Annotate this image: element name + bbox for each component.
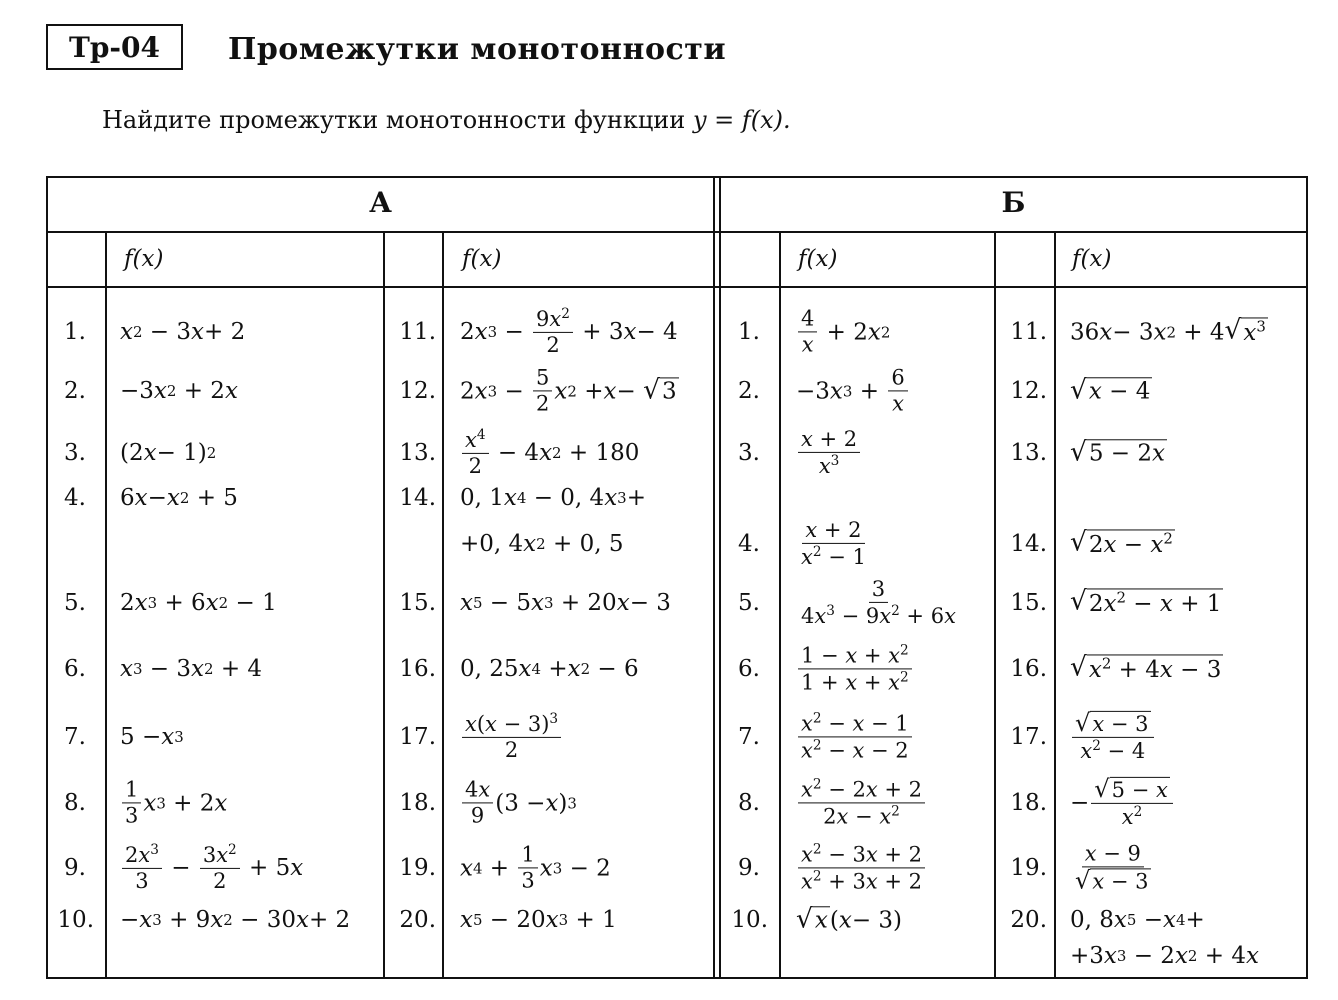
row-number: 10. bbox=[731, 907, 768, 933]
formula: 6 x − x 2 + 5 bbox=[120, 485, 238, 511]
row-number: 6. bbox=[64, 656, 86, 682]
row-number: 12. bbox=[1010, 378, 1047, 404]
row-number: 13. bbox=[1010, 440, 1047, 466]
row-number: 17. bbox=[399, 724, 436, 750]
formula: √ x − 3 $x^2 - 4$ bbox=[1070, 711, 1156, 763]
row-number: 16. bbox=[399, 656, 436, 682]
formula: √ x − 4 bbox=[1070, 374, 1151, 406]
column-header: f(x) bbox=[1072, 246, 1112, 272]
section-a-header: А bbox=[369, 186, 392, 219]
column-header: f(x) bbox=[124, 246, 164, 272]
row-number: 4. bbox=[738, 531, 760, 557]
formula: √ 5 − 2x bbox=[1070, 436, 1166, 468]
row-number: 11. bbox=[399, 319, 436, 345]
formula: −3 x 3 + 6 x bbox=[796, 366, 910, 415]
formula: −3 x 2 + 2 x bbox=[120, 378, 238, 404]
formula: x + 2 $x^2 - 1$ bbox=[801, 517, 866, 569]
row-number: 18. bbox=[1010, 790, 1047, 816]
row-number: 4. bbox=[64, 485, 86, 511]
formula: $1 - x + x^2$ $1 + x + x^2$ bbox=[796, 643, 914, 694]
row-number: 8. bbox=[738, 790, 760, 816]
formula: 5 − x 3 bbox=[120, 724, 184, 750]
formula: x − 9 √ x − 3 bbox=[1075, 841, 1149, 895]
row-number: 3. bbox=[64, 440, 86, 466]
formula: x 5 − 5 x 3 + 20 x − 3 bbox=[460, 590, 671, 616]
formula: 2 x 3 + 6 x 2 − 1 bbox=[120, 590, 277, 616]
row-number: 5. bbox=[738, 590, 760, 616]
formula: $x^4$ 2 − 4 x 2 + 180 bbox=[460, 428, 639, 478]
row-number: 14. bbox=[399, 485, 436, 511]
formula: $x^2 - 3x + 2$ $x^2 + 3x + 2$ bbox=[796, 842, 927, 893]
column-header: f(x) bbox=[462, 246, 502, 272]
row-number: 20. bbox=[1010, 907, 1047, 933]
row-number: 2. bbox=[64, 378, 86, 404]
formula: 4 x + 2 x 2 bbox=[796, 307, 890, 356]
row-number: 8. bbox=[64, 790, 86, 816]
formula: +3 x 3 − 2 x 2 + 4 x bbox=[1070, 943, 1259, 969]
row-number: 14. bbox=[1010, 531, 1047, 557]
row-number: 13. bbox=[399, 440, 436, 466]
formula: 3 $4x^3 - 9x^2 + 6x$ bbox=[801, 576, 956, 628]
formula: 0, 1 x 4 − 0, 4 x 3 + bbox=[460, 485, 646, 511]
row-number: 3. bbox=[738, 440, 760, 466]
row-number: 6. bbox=[738, 656, 760, 682]
row-number: 15. bbox=[1010, 590, 1047, 616]
row-number: 15. bbox=[399, 590, 436, 616]
row-number: 11. bbox=[1010, 319, 1047, 345]
formula: √ $2x^2 - x + 1$ bbox=[1070, 585, 1222, 618]
formula: $x^2 - x - 1$ $x^2 - x - 2$ bbox=[796, 711, 914, 762]
formula: 36 x − 3 x 2 + 4 √ $x^3$ bbox=[1070, 314, 1266, 347]
row-number: 7. bbox=[738, 724, 760, 750]
formula: √ x ( x − 3) bbox=[796, 903, 903, 935]
formula: x 5 − 20 x 3 + 1 bbox=[460, 907, 617, 933]
formula: x 3 − 3 x 2 + 4 bbox=[120, 656, 263, 682]
formula: 2 x 3 − 5 2 x 2 + x − √ 3 bbox=[460, 365, 677, 416]
row-number: 10. bbox=[57, 907, 94, 933]
task-formula: y = f(x). bbox=[692, 106, 791, 134]
formula: 1 3 x 3 + 2 x bbox=[120, 778, 227, 827]
formula: √ $2x - x^2$ bbox=[1070, 526, 1173, 559]
section-b-header: Б bbox=[1001, 186, 1026, 219]
formula: − x 3 + 9 x 2 − 30 x + 2 bbox=[120, 907, 351, 933]
row-number: 2. bbox=[738, 378, 760, 404]
row-number: 1. bbox=[738, 319, 760, 345]
formula: $2x^3$ 3 − $3x^2$ 2 + 5 x bbox=[120, 843, 303, 893]
row-number: 19. bbox=[399, 855, 436, 881]
formula: 2 x 3 − $9x^2$ 2 + 3 x − 4 bbox=[460, 305, 678, 357]
row-number: 9. bbox=[738, 855, 760, 881]
formula: − √ 5 − x $x^2$ bbox=[1070, 777, 1175, 829]
row-number: 18. bbox=[399, 790, 436, 816]
row-number: 9. bbox=[64, 855, 86, 881]
formula: x 2 − 3 x + 2 bbox=[120, 319, 246, 345]
row-number: 7. bbox=[64, 724, 86, 750]
formula: 4x 9 (3 − x ) 3 bbox=[460, 778, 577, 827]
formula: (2 x − 1) 2 bbox=[120, 440, 217, 466]
formula: 0, 8 x 5 − x 4 + bbox=[1070, 907, 1205, 933]
row-number: 5. bbox=[64, 590, 86, 616]
formula: +0, 4 x 2 + 0, 5 bbox=[460, 531, 624, 557]
row-number: 12. bbox=[399, 378, 436, 404]
formula: √ $x^2 + 4x - 3$ bbox=[1070, 651, 1222, 684]
formula: x + 2 $x^3$ bbox=[796, 428, 862, 478]
row-number: 1. bbox=[64, 319, 86, 345]
row-number: 17. bbox=[1010, 724, 1047, 750]
task-statement bbox=[102, 106, 791, 134]
problem-code: Тр-04 bbox=[46, 24, 183, 70]
formula: x 4 + 1 3 x 3 − 2 bbox=[460, 842, 611, 893]
row-number: 16. bbox=[1010, 656, 1047, 682]
row-number: 19. bbox=[1010, 855, 1047, 881]
page-title: Промежутки монотонности bbox=[228, 32, 727, 67]
column-header: f(x) bbox=[798, 246, 838, 272]
task-text: Найдите промежутки монотонности функции bbox=[102, 106, 686, 134]
formula: $x(x - 3)^3$ 2 bbox=[460, 712, 563, 762]
row-number: 20. bbox=[399, 907, 436, 933]
formula: 0, 25 x 4 + x 2 − 6 bbox=[460, 656, 639, 682]
formula: $x^2 - 2x + 2$ $2x - x^2$ bbox=[796, 777, 927, 828]
